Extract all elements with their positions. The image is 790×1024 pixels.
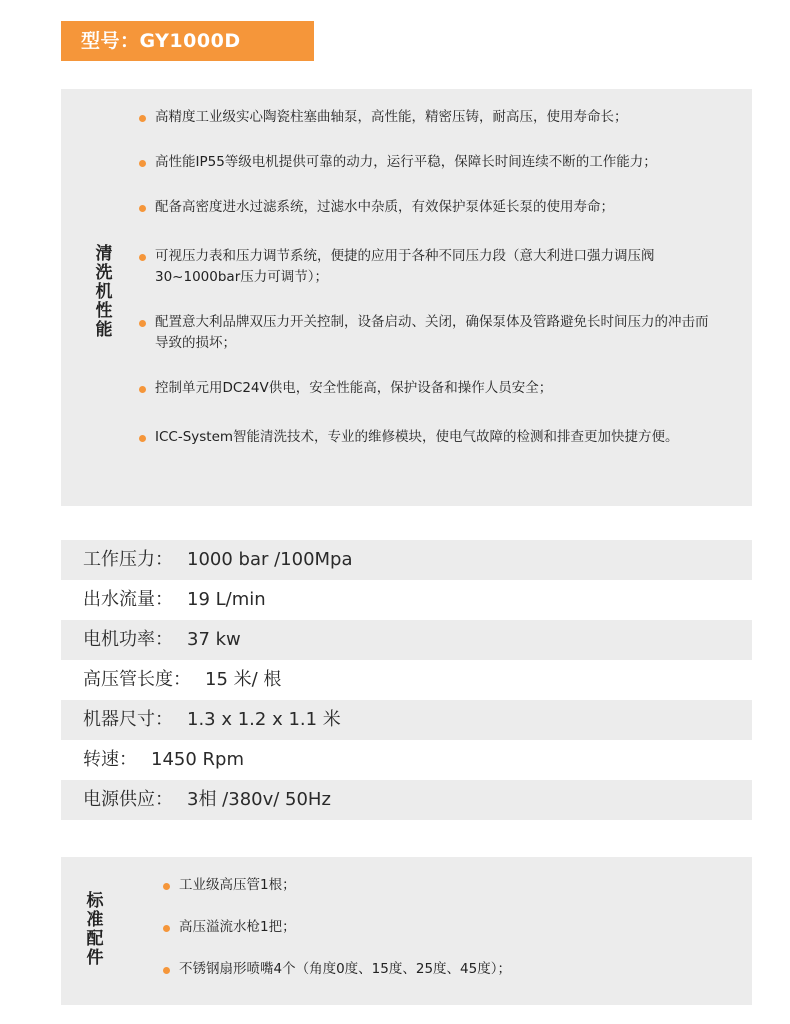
title-char: 标 bbox=[86, 891, 104, 911]
bullet-dot-icon bbox=[163, 883, 170, 890]
title-char: 配 bbox=[86, 929, 104, 949]
feature-text: 配置意大利品牌双压力开关控制，设备启动、关闭，确保泵体及管路避免长时间压力的冲击而导致的损坏； bbox=[155, 314, 709, 351]
spec-value: 1450 Rpm bbox=[151, 749, 244, 770]
feature-text: 高精度工业级实心陶瓷柱塞曲轴泵，高性能，精密压铸，耐高压，使用寿命长； bbox=[155, 109, 628, 125]
spec-value: 15 米/ 根 bbox=[205, 669, 282, 690]
title-char: 件 bbox=[86, 948, 104, 968]
bullet-dot-icon bbox=[163, 925, 170, 932]
title-char: 洗 bbox=[95, 263, 113, 283]
feature-text: 控制单元用DC24V供电，安全性能高，保护设备和操作人员安全； bbox=[155, 380, 553, 396]
spec-label: 工作压力： bbox=[83, 549, 173, 570]
feature-item bbox=[139, 197, 721, 218]
feature-item bbox=[139, 246, 721, 288]
spec-label: 出水流量： bbox=[83, 589, 173, 610]
feature-item bbox=[139, 378, 721, 399]
bullet-dot-icon bbox=[139, 435, 146, 442]
spec-value: 3相 /380v/ 50Hz bbox=[187, 789, 331, 810]
spec-label: 转速： bbox=[83, 749, 137, 770]
feature-text: ICC-System智能清洗技术，专业的维修模块，使电气故障的检测和排查更加快捷方便。 bbox=[155, 429, 679, 445]
spec-value: 19 L/min bbox=[187, 589, 266, 610]
accessories-list bbox=[163, 875, 723, 1001]
performance-list bbox=[139, 107, 721, 472]
spec-row-pressure bbox=[61, 540, 752, 580]
title-char: 清 bbox=[95, 244, 113, 264]
feature-item bbox=[139, 312, 721, 354]
bullet-dot-icon bbox=[139, 115, 146, 122]
spec-label: 高压管长度： bbox=[83, 669, 191, 690]
title-char: 性 bbox=[95, 301, 113, 321]
bullet-dot-icon bbox=[139, 320, 146, 327]
spec-value: 1.3 x 1.2 x 1.1 米 bbox=[187, 709, 341, 730]
spec-value: 37 kw bbox=[187, 629, 241, 650]
spec-table bbox=[61, 540, 752, 820]
bullet-dot-icon bbox=[139, 386, 146, 393]
accessory-item bbox=[163, 959, 723, 980]
performance-title bbox=[92, 245, 116, 340]
spec-row-flow bbox=[61, 580, 752, 620]
performance-panel bbox=[61, 89, 752, 506]
accessories-panel bbox=[61, 857, 752, 1005]
feature-item bbox=[139, 427, 721, 448]
spec-row-dimensions bbox=[61, 700, 752, 740]
spec-label: 电机功率： bbox=[83, 629, 173, 650]
accessory-item bbox=[163, 917, 723, 938]
accessories-title bbox=[83, 892, 107, 968]
feature-item bbox=[139, 107, 721, 128]
feature-text: 配备高密度进水过滤系统，过滤水中杂质，有效保护泵体延长泵的使用寿命； bbox=[155, 199, 614, 215]
accessory-item bbox=[163, 875, 723, 896]
model-banner: 型号：GY1000D bbox=[61, 21, 314, 61]
spec-label: 电源供应： bbox=[83, 789, 173, 810]
bullet-dot-icon bbox=[139, 254, 146, 261]
accessory-text: 高压溢流水枪1把； bbox=[179, 919, 296, 935]
spec-value: 1000 bar /100Mpa bbox=[187, 549, 353, 570]
accessory-text: 工业级高压管1根； bbox=[179, 877, 296, 893]
bullet-dot-icon bbox=[163, 967, 170, 974]
feature-text: 可视压力表和压力调节系统，便捷的应用于各种不同压力段（意大利进口强力调压阀30~1000bar压力可调节）； bbox=[155, 248, 655, 285]
spec-label: 机器尺寸： bbox=[83, 709, 173, 730]
title-char: 能 bbox=[95, 320, 113, 340]
bullet-dot-icon bbox=[139, 205, 146, 212]
bullet-dot-icon bbox=[139, 160, 146, 167]
title-char: 准 bbox=[86, 910, 104, 930]
spec-row-speed bbox=[61, 740, 752, 780]
accessory-text: 不锈钢扇形喷嘴4个（角度0度、15度、25度、45度）； bbox=[179, 961, 511, 977]
spec-row-power bbox=[61, 620, 752, 660]
spec-row-hose-length bbox=[61, 660, 752, 700]
spec-row-power-supply bbox=[61, 780, 752, 820]
feature-text: 高性能IP55等级电机提供可靠的动力，运行平稳，保障长时间连续不断的工作能力； bbox=[155, 154, 657, 170]
title-char: 机 bbox=[95, 282, 113, 302]
feature-item bbox=[139, 152, 721, 173]
